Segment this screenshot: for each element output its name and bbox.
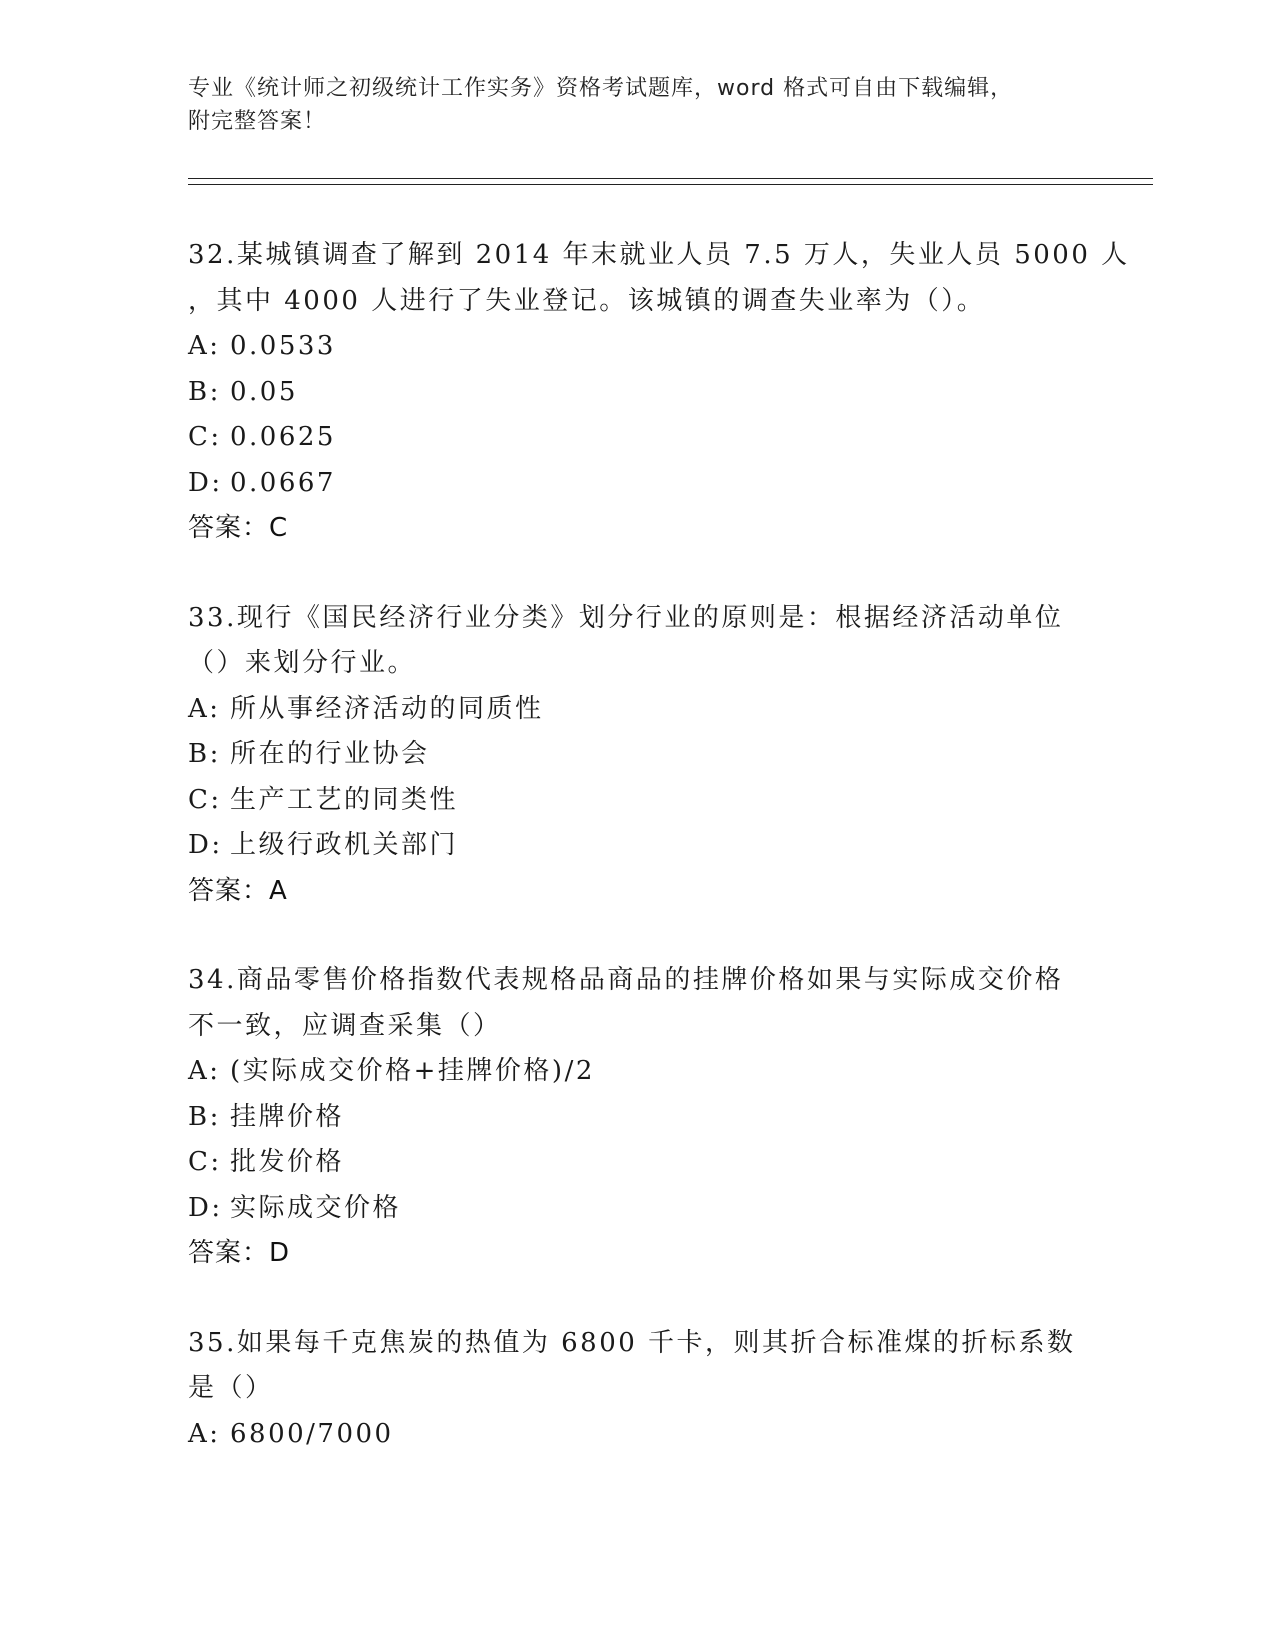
- option-a: [188, 687, 1088, 733]
- option-letter: A:: [188, 1056, 221, 1086]
- option-letter: B:: [188, 739, 221, 769]
- question-list: [188, 233, 1130, 1501]
- option-c: [188, 778, 1088, 824]
- option-text: 生产工艺的同类性: [230, 784, 459, 815]
- option-text: 所在的行业协会: [230, 739, 430, 769]
- option-text: 0.05: [230, 376, 298, 407]
- option-letter: A:: [188, 693, 221, 724]
- option-a: [188, 1412, 1088, 1458]
- question-33: [188, 596, 1088, 915]
- question-35: [188, 1321, 1088, 1458]
- option-letter: D:: [188, 1192, 223, 1223]
- option-b: [188, 1095, 1088, 1141]
- option-text: 0.0533: [230, 331, 336, 361]
- option-d: [188, 1186, 1088, 1232]
- question-34: [188, 958, 1088, 1277]
- option-b: [188, 370, 1088, 416]
- answer-line: 答案：A: [188, 875, 288, 906]
- option-letter: A:: [188, 331, 221, 361]
- option-c: [188, 415, 1088, 461]
- header-line-2: 附完整答案！: [188, 109, 327, 134]
- header-divider: [188, 178, 1153, 185]
- option-letter: B:: [188, 376, 221, 407]
- option-text: (实际成交价格+挂牌价格)/2: [230, 1056, 595, 1086]
- option-letter: D:: [188, 467, 223, 498]
- option-a: [188, 1049, 1088, 1095]
- header-line-1: 专业《统计师之初级统计工作实务》资格考试题库，word 格式可自由下载编辑，: [188, 76, 1014, 101]
- option-c: [188, 1140, 1088, 1186]
- option-text: 挂牌价格: [230, 1101, 345, 1132]
- question-text-line: 34.商品零售价格指数代表规格品商品的挂牌价格如果与实际成交价格: [188, 965, 1064, 995]
- document-header: [188, 72, 1088, 138]
- question-text-line: 33.现行《国民经济行业分类》划分行业的原则是：根据经济活动单位: [188, 602, 1064, 633]
- option-a: [188, 324, 1088, 370]
- question-text-line: 不一致，应调查采集（）: [188, 1010, 502, 1041]
- option-letter: A:: [188, 1418, 221, 1449]
- question-text-line: 是（）: [188, 1373, 274, 1403]
- question-text-line: （）来划分行业。: [188, 648, 417, 678]
- option-letter: B:: [188, 1101, 221, 1132]
- answer-line: 答案：D: [188, 1238, 291, 1268]
- question-text-line: ，其中 4000 人进行了失业登记。该城镇的调查失业率为（）。: [188, 285, 986, 316]
- answer-line: 答案：C: [188, 513, 289, 543]
- option-d: [188, 823, 1088, 869]
- option-text: 6800/7000: [230, 1418, 394, 1449]
- option-letter: D:: [188, 830, 223, 860]
- question-text-line: 35.如果每千克焦炭的热值为 6800 千卡，则其折合标准煤的折标系数: [188, 1327, 1076, 1358]
- option-b: [188, 732, 1088, 778]
- option-letter: C:: [188, 784, 222, 815]
- option-text: 0.0625: [230, 422, 336, 452]
- question-32: [188, 233, 1130, 552]
- option-letter: C:: [188, 1147, 222, 1177]
- option-text: 上级行政机关部门: [230, 830, 459, 860]
- option-text: 0.0667: [230, 467, 336, 498]
- option-letter: C:: [188, 422, 222, 452]
- option-text: 所从事经济活动的同质性: [230, 693, 544, 724]
- option-d: [188, 461, 1088, 507]
- option-text: 实际成交价格: [230, 1192, 402, 1223]
- question-text-line: 32.某城镇调查了解到 2014 年末就业人员 7.5 万人，失业人员 5000 人: [188, 240, 1130, 270]
- option-text: 批发价格: [230, 1147, 345, 1177]
